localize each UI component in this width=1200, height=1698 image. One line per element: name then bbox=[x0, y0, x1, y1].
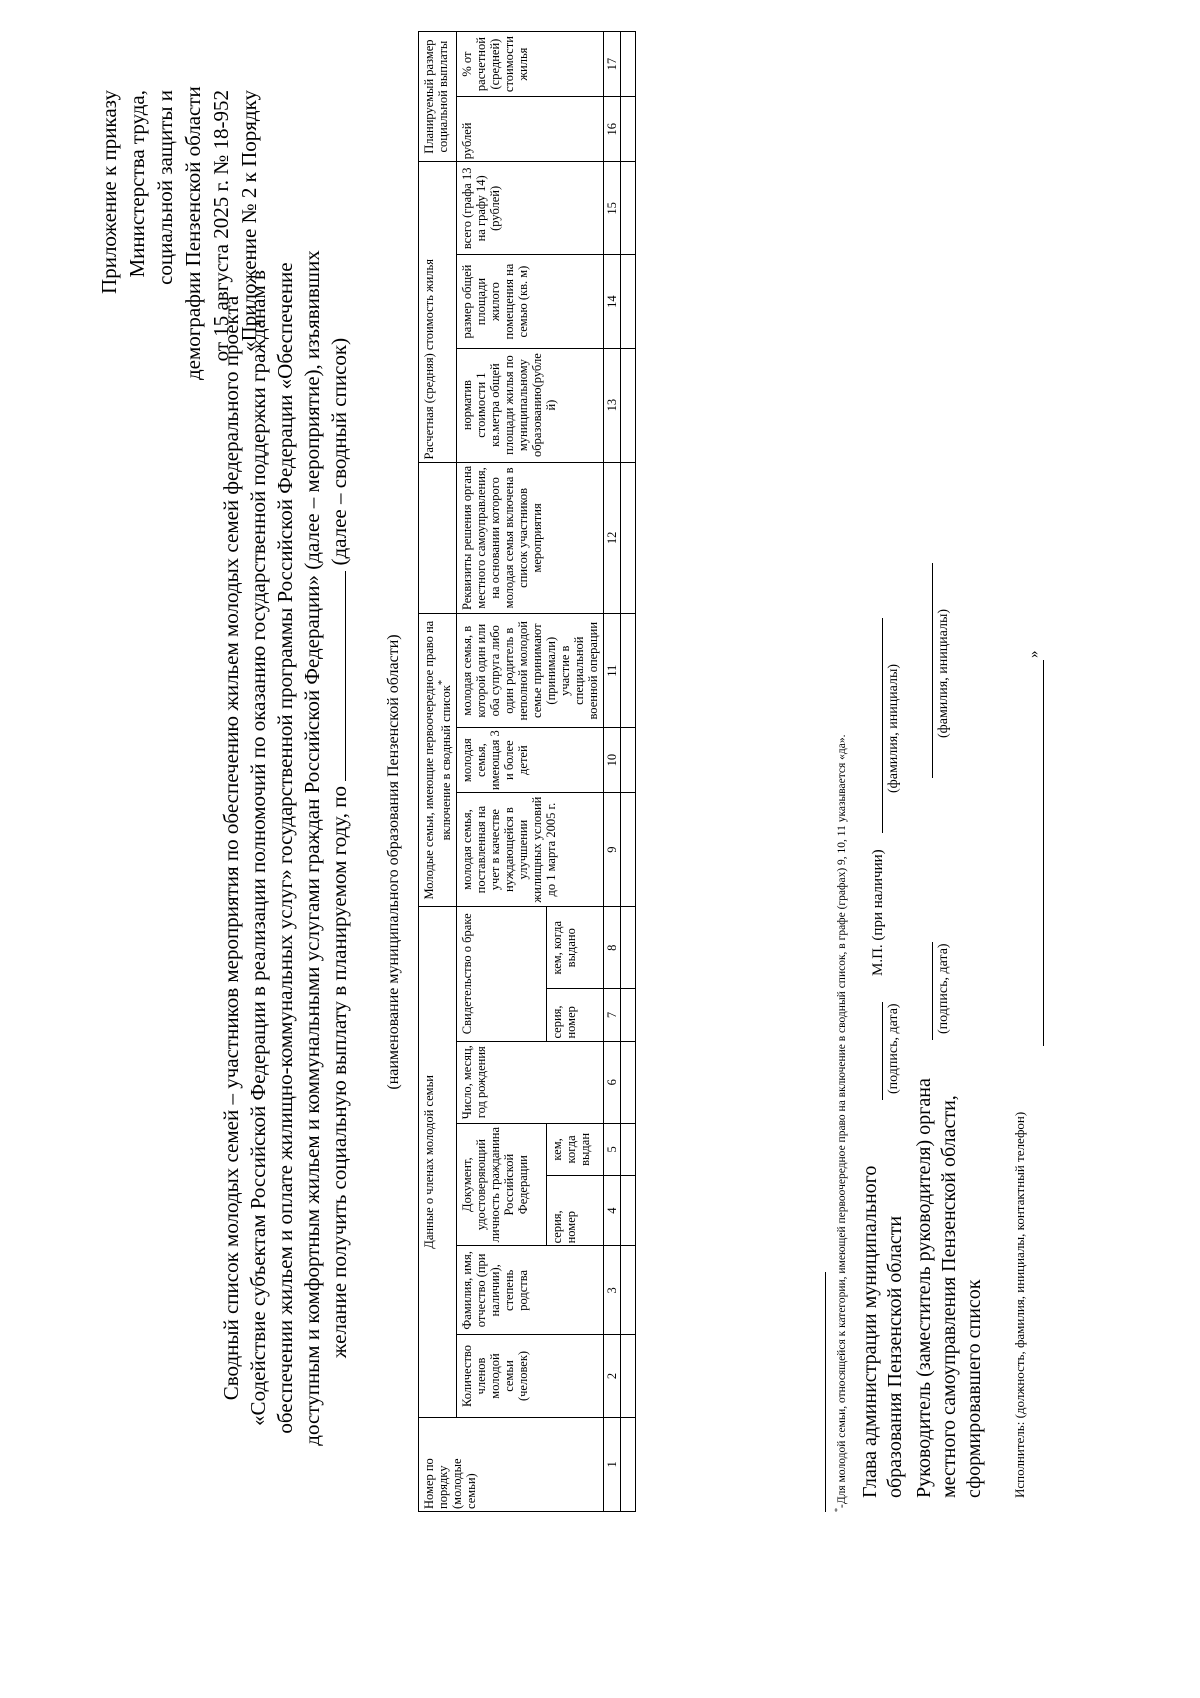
table-cell[interactable] bbox=[621, 989, 636, 1041]
header-area: размер общей площади жилого помещения на семью (кв. м) bbox=[457, 255, 604, 348]
column-number: 12 bbox=[604, 462, 621, 614]
header-rubles: рублей bbox=[457, 97, 604, 162]
head-title-line: образования Пензенской области bbox=[884, 1215, 906, 1498]
table-cell[interactable] bbox=[621, 1246, 636, 1335]
header-document: Документ, удостоверяющий личность гражданина Российской Федерации bbox=[457, 1123, 547, 1246]
title-line-last bbox=[326, 138, 353, 1558]
column-number: 15 bbox=[604, 162, 621, 255]
column-number: 5 bbox=[604, 1123, 621, 1175]
column-number-row bbox=[604, 32, 621, 1512]
footnote-mark: * bbox=[437, 679, 448, 686]
appendix-line: «Приложение № 2 к Порядку bbox=[237, 90, 261, 352]
header-members-count: Количество членов молодой семьи (человек) bbox=[457, 1335, 604, 1417]
table-cell[interactable] bbox=[621, 32, 636, 97]
chief-title-line: Руководитель (заместитель руководителя) органа bbox=[913, 1078, 935, 1498]
header-family-data: Данные о членах молодой семьи bbox=[419, 907, 457, 1418]
column-number: 9 bbox=[604, 793, 621, 907]
table-cell[interactable] bbox=[621, 462, 636, 614]
table-cell[interactable] bbox=[621, 97, 636, 162]
table-cell[interactable] bbox=[621, 614, 636, 728]
table-cell[interactable] bbox=[621, 728, 636, 793]
column-number: 14 bbox=[604, 255, 621, 348]
table-cell[interactable] bbox=[621, 1175, 636, 1245]
column-number: 6 bbox=[604, 1041, 621, 1123]
municipality-caption: (наименование муниципального образования Пензенской области) bbox=[385, 634, 402, 1090]
chief-name-line[interactable] bbox=[932, 563, 933, 778]
header-priority-col10: молодая семья, имеющая 3 и более детей bbox=[457, 728, 604, 793]
header-total: всего (графа 13 на графу 14) (рублей) bbox=[457, 162, 604, 255]
column-number: 10 bbox=[604, 728, 621, 793]
header-norm: норматив стоимости 1 кв.метра общей площади жилья по муниципальному образованию(рублей) bbox=[457, 348, 604, 462]
name-initials-caption: (фамилия, инициалы) bbox=[886, 663, 901, 793]
document-title bbox=[218, 138, 353, 1558]
column-number: 13 bbox=[604, 348, 621, 462]
title-line-start: желание получить социальную выплату в планируемом году, по bbox=[327, 786, 351, 1359]
signature-date-caption: (подпись, дата) bbox=[936, 943, 951, 1034]
chief-title-line: местного самоуправления Пензенской области, bbox=[938, 1095, 960, 1498]
header-priority-col9: молодая семья, поставленная на учет в качестве нуждающейся в улучшении жилищных условий до 1 марта 2005 г. bbox=[457, 793, 604, 907]
chief-signature-line[interactable] bbox=[932, 942, 933, 1040]
table-cell[interactable] bbox=[621, 1041, 636, 1123]
column-number: 11 bbox=[604, 614, 621, 728]
chief-title bbox=[912, 1078, 987, 1498]
header-birth: Число, месяц, год рождения bbox=[457, 1041, 604, 1123]
column-number: 7 bbox=[604, 989, 621, 1041]
closing-quote: » bbox=[1026, 650, 1042, 658]
table-cell[interactable] bbox=[621, 907, 636, 989]
header-priority bbox=[419, 614, 457, 907]
table-row bbox=[621, 32, 636, 1512]
footnote bbox=[833, 734, 848, 1512]
column-number: 4 bbox=[604, 1175, 621, 1245]
table-cell[interactable] bbox=[621, 1335, 636, 1417]
appendix-line: Приложение к приказу bbox=[97, 90, 121, 294]
header-doc-issued: кем, когда выдан bbox=[546, 1123, 603, 1175]
closing-line bbox=[1043, 660, 1044, 1046]
appendix-line: социальной защиты и bbox=[153, 90, 177, 285]
header-number: Номер по порядку (молодые семьи) bbox=[419, 1417, 604, 1511]
column-number: 2 bbox=[604, 1335, 621, 1417]
title-line: Сводный список молодых семей – участников мероприятия по обеспечению жильем молодых семей федерального проекта bbox=[219, 295, 243, 1401]
table-cell[interactable] bbox=[621, 348, 636, 462]
table-cell[interactable] bbox=[621, 162, 636, 255]
name-initials-caption: (фамилия, инициалы) bbox=[936, 608, 951, 738]
table-cell[interactable] bbox=[621, 1123, 636, 1175]
header-row-2 bbox=[457, 32, 547, 1512]
appendix-line: Министерства труда, bbox=[125, 90, 149, 278]
header-priority-text: Молодые семьи, имеющие первоочередное право на включение в сводный список bbox=[422, 620, 454, 900]
title-line: доступным и комфортным жильем и коммунальными услугами граждан Российской Федерации» (далее – мероприятие), изъявивших bbox=[300, 250, 324, 1446]
appendix-line: от 15 августа 2025 г. № 18-952 bbox=[209, 90, 233, 362]
column-number: 17 bbox=[604, 32, 621, 97]
column-number: 1 bbox=[604, 1417, 621, 1511]
footnote-mark: * bbox=[833, 1508, 842, 1512]
header-cost: Расчетная (средняя) стоимость жилья bbox=[419, 162, 457, 462]
title-line-end: (далее – сводный список) bbox=[327, 337, 351, 566]
head-signature-line[interactable] bbox=[882, 1002, 883, 1100]
chief-title-line: сформировавшего список bbox=[963, 1279, 985, 1498]
municipality-blank-field[interactable] bbox=[327, 571, 346, 781]
head-name-line[interactable] bbox=[882, 618, 883, 833]
executor-line: Исполнитель: (должность, фамилия, инициалы, контактный телефон) bbox=[1012, 1111, 1027, 1498]
column-number: 8 bbox=[604, 907, 621, 989]
footnote-text: -Для молодой семьи, относящейся к категории, имеющей первоочередное право на включение в сводный список, в графе (графах) 9, 10, 11 указывается «да». bbox=[835, 734, 848, 1508]
header-payment: Планируемый размер социальной выплаты bbox=[419, 32, 457, 162]
header-marriage: Свидетельство о браке bbox=[457, 907, 547, 1042]
head-title-line: Глава администрации муниципального bbox=[859, 1165, 881, 1498]
header-requisites-top bbox=[419, 462, 457, 614]
appendix-line: демографии Пензенской области bbox=[181, 86, 205, 380]
title-line: обеспечении жильем и оплате жилищно-коммунальных услуг» государственной программы Российской Федерации «Обеспечение bbox=[273, 262, 297, 1434]
title-line: «Содействие субъектам Российской Федерации в реализации полномочий по оказанию государственной поддержки гражданам в bbox=[246, 270, 270, 1426]
signature-date-caption: (подпись, дата) bbox=[886, 1003, 901, 1094]
table-cell[interactable] bbox=[621, 793, 636, 907]
header-priority-col11: молодая семья, в которой один или оба супруга либо один родитель в неполной молодой семье принимают (принимали) участие в специальной военной операции bbox=[457, 614, 604, 728]
stamp-place: М.П. (при наличии) bbox=[870, 849, 886, 976]
header-marriage-issued: кем, когда выдано bbox=[546, 907, 603, 989]
head-title bbox=[858, 1166, 908, 1498]
column-number: 16 bbox=[604, 97, 621, 162]
table-cell[interactable] bbox=[621, 255, 636, 348]
header-doc-series: серия, номер bbox=[546, 1175, 603, 1245]
footnote-divider bbox=[825, 1272, 826, 1512]
column-number: 3 bbox=[604, 1246, 621, 1335]
header-row-1 bbox=[419, 32, 457, 1512]
header-percent: % от расчетной (средней) стоимости жилья bbox=[457, 32, 604, 97]
families-table bbox=[418, 31, 636, 1512]
header-fio: Фамилия, имя, отчество (при наличии), степень родства bbox=[457, 1246, 604, 1335]
header-marriage-series: серия, номер bbox=[546, 989, 603, 1041]
table-cell[interactable] bbox=[621, 1417, 636, 1511]
header-requisites: Реквизиты решения органа местного самоуправления, на основании которого молодая семья включена в список участников мероприятия bbox=[457, 462, 604, 614]
